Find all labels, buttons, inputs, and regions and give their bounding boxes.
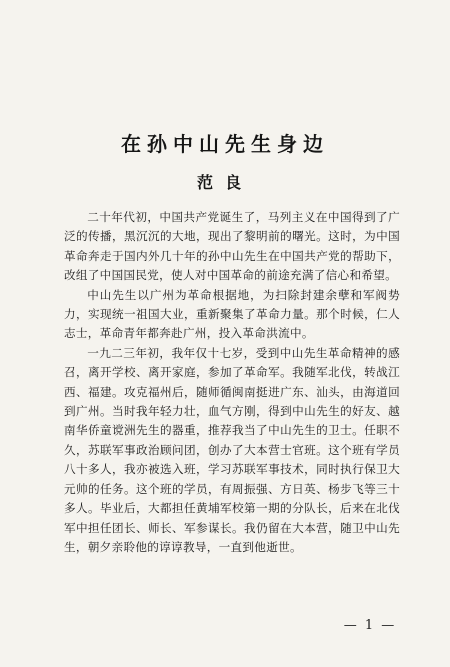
author-name: 范良 [196,173,253,192]
paragraph: 一九二三年初，我年仅十七岁，受到中山先生革命精神的感召，离开学校、离开家庭，参加了革命军。我随军北伐，转战江西、福建。攻克福州后，随师循闽南挺进广东、汕头，由海道回到广州。当时我年轻力壮，血气方刚，得到中山先生的好友、越南华侨童谠洲先生的器重，推荐我当了中山先生的卫士。任职不久，苏联军事政治顾问团，创办了大本营士官班。这个班有学员八十多人，我亦被选入班，学习苏联军事技术，同时执行保卫大元帅的任务。这个班的学员，有周振强、方日英、杨步飞等三十多人。毕业后，大都担任黄埔军校第一期的分队长，后来在北伐军中担任团长、师长、军参谋长。我仍留在大本营，随卫中山先生，朝夕亲聆他的谆谆教导，一直到他逝世。 [64,345,400,554]
page-number: — 1 — [343,618,397,633]
page-title: 在孙中山先生身边 [121,132,329,156]
paragraph: 二十年代初，中国共产党诞生了，马列主义在中国得到了广泛的传播，黑沉沉的大地，现出了黎明前的曙光。这时，为中国革命奔走于国内外几十年的孙中山先生在中国共产党的帮助下，改组了中国国民党，使人对中国革命的前途充满了信心和希望。 [64,210,400,283]
paragraph: 中山先生以广州为革命根据地，为扫除封建余孽和军阀势力，实现统一祖国大业，重新聚集了革命力量。那个时候，仁人志士，革命青年都奔赴广州，投入革命洪流中。 [64,287,400,341]
article-body [64,208,400,557]
